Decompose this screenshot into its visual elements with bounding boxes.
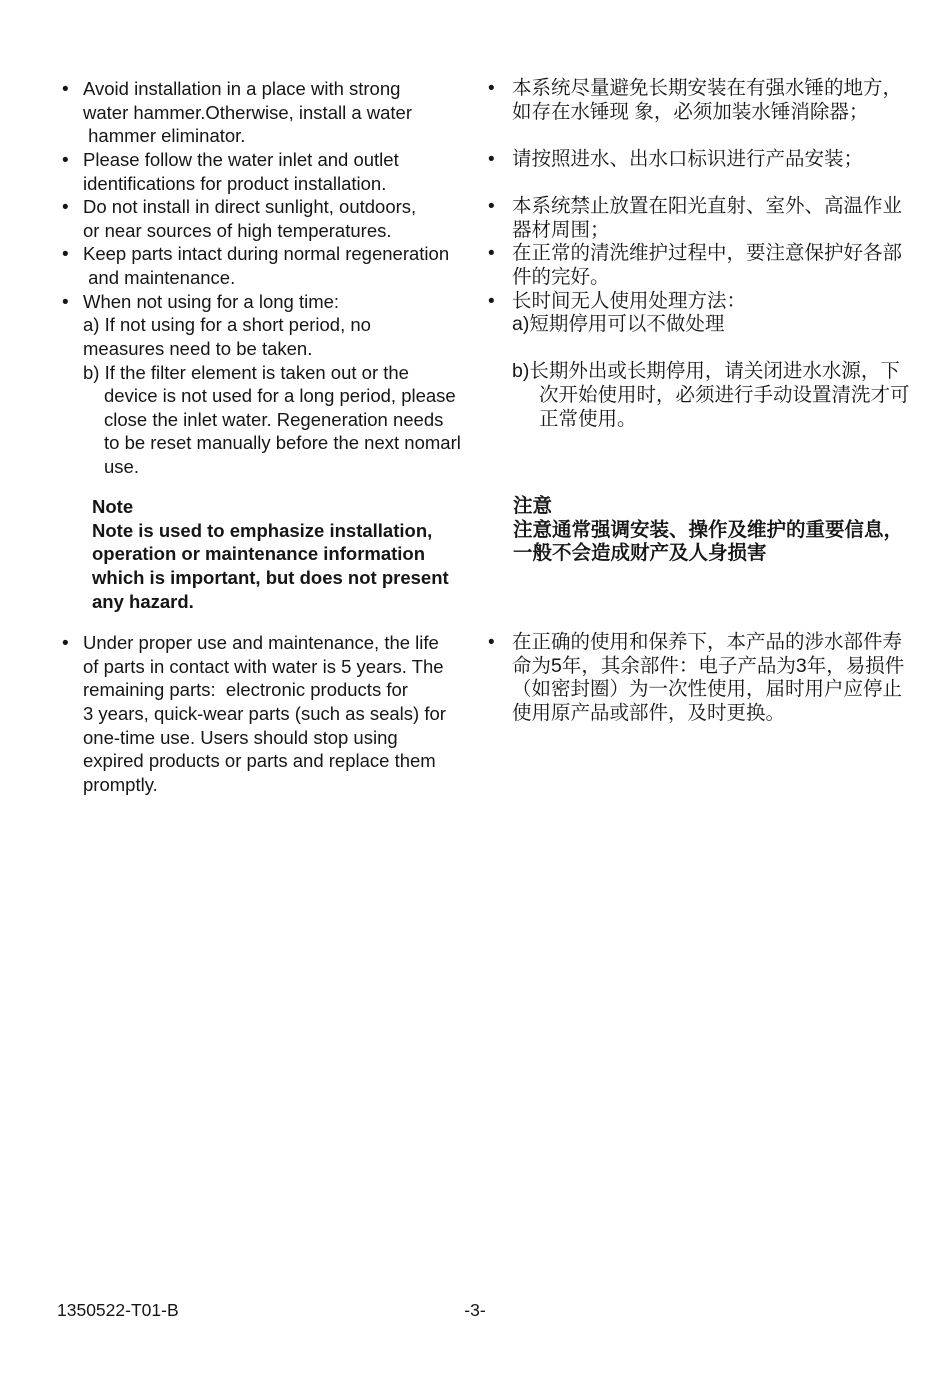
text-line: Note is used to emphasize installation,: [92, 519, 433, 541]
list-item: [62, 290, 461, 479]
sub-item-b: [488, 360, 910, 431]
left-bullet-list: [62, 77, 461, 479]
bullet-icon: [488, 631, 512, 655]
text-line: operation or maintenance information: [92, 543, 426, 565]
text-line: of parts in contact with water is 5 years. The: [83, 655, 444, 677]
text-line: 命为5年，其余部件：电子产品为3年，易损件: [512, 654, 905, 677]
bullet-icon: [62, 242, 83, 267]
text-line: hammer eliminator.: [83, 125, 246, 147]
text-line: a) If not using for a short period, no: [83, 314, 371, 336]
bullet-text: [83, 631, 446, 796]
bullet-text: [83, 290, 461, 479]
text-line: 正常使用。: [539, 407, 637, 430]
text-line: 一般不会造成财产及人身损害: [513, 542, 767, 565]
text-line: 次开始使用时，必须进行手动设置清洗才可: [539, 384, 910, 407]
bullet-text: [83, 77, 412, 148]
text-line: 件的完好。: [512, 265, 610, 288]
bullet-text: [83, 148, 399, 195]
text-line: measures need to be taken.: [83, 337, 313, 359]
list-item: [488, 77, 910, 124]
bullet-text: [512, 77, 902, 124]
text-line: 请按照进水、出水口标识进行产品安装；: [512, 147, 864, 170]
list-item: [62, 631, 446, 796]
list-item: [62, 242, 461, 289]
note-block: [92, 495, 449, 613]
bullet-text: [512, 290, 746, 337]
bullet-icon: [62, 290, 83, 315]
bullet-text: [83, 242, 449, 289]
list-item: [62, 77, 461, 148]
text-line: water hammer.Otherwise, install a water: [83, 101, 413, 123]
text-line: b)长期外出或长期停用，请关闭进水水源，下: [512, 360, 900, 383]
text-line: identifications for product installation.: [83, 172, 387, 194]
bullet-text: [512, 242, 902, 289]
bullet-icon: [488, 195, 512, 219]
text-line: b) If the filter element is taken out or the: [83, 361, 409, 383]
list-item: [488, 148, 910, 172]
text-line: 在正确的使用和保养下，本产品的涉水部件寿: [512, 631, 903, 653]
left-last-bullet: [62, 631, 446, 796]
text-line: close the inlet water. Regeneration needs: [104, 408, 444, 430]
bullet-text: [83, 195, 416, 242]
page-number: -3-: [464, 1300, 486, 1320]
text-line: 注意通常强调安装、操作及维护的重要信息，: [513, 518, 904, 541]
text-line: and maintenance.: [83, 267, 236, 288]
text-line: （如密封圈）为一次性使用，届时用户应停止: [512, 678, 903, 701]
right-last-bullet: [488, 631, 904, 726]
text-line: promptly.: [83, 773, 158, 795]
list-item: [488, 631, 904, 726]
bullet-text: [512, 631, 904, 726]
list-item: [488, 290, 910, 337]
text-line: a)短期停用可以不做处理: [512, 313, 725, 336]
bullet-icon: [62, 195, 83, 220]
text-line: 在正常的清洗维护过程中，要注意保护好各部: [512, 242, 903, 265]
text-line: remaining parts: electronic products for: [83, 679, 408, 701]
text-line: use.: [104, 456, 139, 477]
text-line: Please follow the water inlet and outlet: [83, 148, 399, 170]
bullet-text: [512, 195, 902, 242]
list-item: [62, 148, 461, 195]
text-line: device is not used for a long period, please: [104, 385, 456, 407]
note-title: Note: [92, 496, 134, 517]
text-line: Do not install in direct sunlight, outdoors,: [83, 196, 417, 218]
text-line: 本系统尽量避免长期安装在有强水锤的地方，: [512, 77, 903, 99]
text-line: 器材周围；: [512, 218, 610, 241]
text-line: 3 years, quick-wear parts (such as seals) for: [83, 702, 446, 724]
right-bullet-list: [488, 77, 910, 431]
text-line: 使用原产品或部件，及时更换。: [512, 701, 786, 724]
text-line: or near sources of high temperatures.: [83, 219, 392, 241]
text-line: to be reset manually before the next nomarl: [104, 432, 461, 454]
text-line: 如存在水锤现 象，必须加装水锤消除器；: [512, 100, 869, 123]
document-code: 1350522-T01-B: [57, 1300, 179, 1320]
bullet-icon: [62, 77, 83, 102]
text-line: Keep parts intact during normal regeneration: [83, 243, 450, 265]
text-line: 本系统禁止放置在阳光直射、室外、高温作业: [512, 195, 903, 218]
list-item: [488, 195, 910, 242]
text-line: Avoid installation in a place with strong: [83, 78, 401, 99]
text-line: expired products or parts and replace them: [83, 750, 436, 772]
list-item: [62, 195, 461, 242]
bullet-icon: [488, 242, 512, 266]
bullet-icon: [488, 290, 512, 314]
list-item: [488, 242, 910, 289]
text-line: any hazard.: [92, 590, 194, 612]
note-block-zh: [513, 495, 903, 566]
bullet-icon: [488, 148, 512, 172]
bullet-text: [512, 148, 863, 172]
text-line: 长时间无人使用处理方法：: [512, 289, 747, 312]
text-line: one-time use. Users should stop using: [83, 726, 398, 748]
text-line: which is important, but does not present: [92, 566, 449, 588]
text-line: Under proper use and maintenance, the life: [83, 632, 439, 653]
bullet-icon: [488, 77, 512, 101]
bullet-icon: [62, 148, 83, 173]
text-line: When not using for a long time:: [83, 290, 340, 312]
bullet-icon: [62, 631, 83, 656]
note-title: 注意: [513, 495, 553, 517]
